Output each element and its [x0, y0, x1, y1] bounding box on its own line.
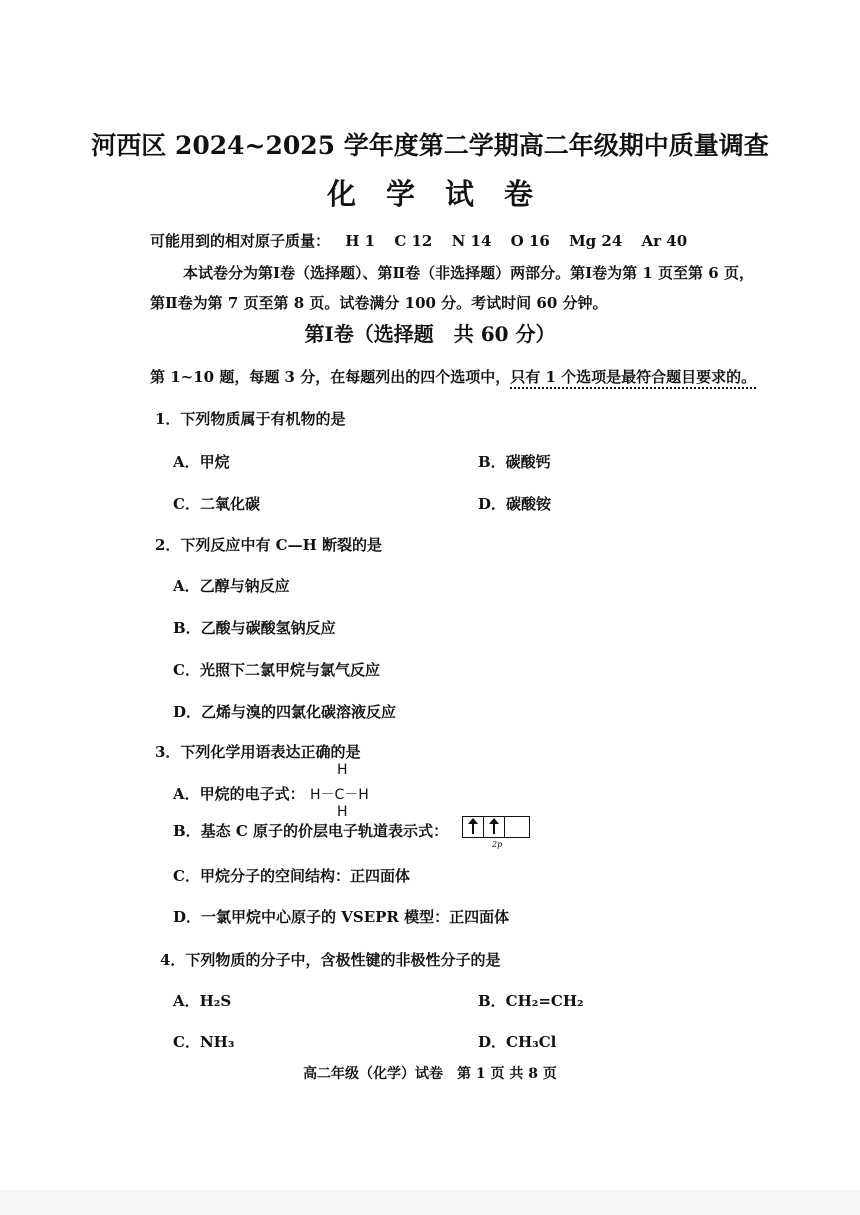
question-3-option-d: D．一氯甲烷中心原子的 VSEPR 模型：正四面体 — [173, 908, 510, 926]
methane-formula-top: H — [337, 762, 348, 778]
orbital-box — [505, 817, 529, 837]
atomic-mass: N 14 — [451, 232, 492, 250]
atomic-mass: H 1 — [345, 232, 376, 250]
section-instruction — [150, 366, 756, 387]
question-1-option-b: B．碳酸钙 — [478, 453, 551, 471]
question-1-option-c: C．二氧化碳 — [173, 495, 260, 513]
question-1-stem: 1．下列物质属于有机物的是 — [155, 410, 346, 428]
atomic-mass: Mg 24 — [569, 232, 623, 250]
instruction-emphasis: 只有 1 个选项是最符合题目要求的。 — [510, 368, 756, 389]
page-bottom-edge — [0, 1190, 860, 1215]
question-3-option-b-label: B．基态 C 原子的价层电子轨道表示式： — [173, 822, 449, 840]
subject-title: 化学试卷 — [326, 177, 563, 211]
instruction-prefix: 第 1~10 题，每题 3 分，在每题列出的四个选项中， — [150, 368, 511, 386]
orbital-box — [484, 817, 505, 837]
methane-formula-bottom: H — [337, 804, 348, 820]
question-2-stem: 2．下列反应中有 C—H 断裂的是 — [155, 536, 382, 554]
atomic-mass: C 12 — [394, 232, 433, 250]
question-2-option-d: D．乙烯与溴的四氯化碳溶液反应 — [173, 703, 397, 721]
exam-title: 河西区 2024~2025 学年度第二学期高二年级期中质量调查 — [91, 131, 769, 160]
intro-line-2: 第Ⅱ卷为第 7 页至第 8 页。试卷满分 100 分。考试时间 60 分钟。 — [150, 294, 608, 312]
question-1-option-d: D．碳酸铵 — [478, 495, 552, 513]
page-footer: 高二年级（化学）试卷 第 1 页 共 8 页 — [303, 1066, 557, 1082]
atomic-masses-label: 可能用到的相对原子质量： — [150, 232, 331, 250]
up-arrow-icon — [493, 819, 495, 834]
question-4-stem: 4．下列物质的分子中，含极性键的非极性分子的是 — [160, 951, 501, 969]
question-4-option-c: C．NH₃ — [173, 1033, 235, 1051]
question-3-option-a-label: A．甲烷的电子式： — [173, 785, 305, 803]
question-3-stem: 3．下列化学用语表达正确的是 — [155, 743, 361, 761]
question-2-option-a: A．乙醇与钠反应 — [173, 577, 290, 595]
question-3-option-c: C．甲烷分子的空间结构：正四面体 — [173, 867, 410, 885]
orbital-label: 2p — [492, 840, 503, 849]
question-4-option-a: A．H₂S — [173, 992, 232, 1010]
up-arrow-icon — [472, 819, 474, 834]
orbital-box — [463, 817, 484, 837]
question-2-option-b: B．乙酸与碳酸氢钠反应 — [173, 619, 336, 637]
atomic-mass: O 16 — [510, 232, 550, 250]
atomic-mass: Ar 40 — [641, 232, 688, 250]
question-2-option-c: C．光照下二氯甲烷与氯气反应 — [173, 661, 380, 679]
orbital-diagram — [462, 816, 530, 838]
atomic-masses-line — [150, 230, 687, 251]
question-1-option-a: A．甲烷 — [173, 453, 230, 471]
question-4-option-d: D．CH₃Cl — [478, 1033, 557, 1051]
intro-line-1: 本试卷分为第Ⅰ卷（选择题）、第Ⅱ卷（非选择题）两部分。第Ⅰ卷为第 1 页至第 6 页， — [183, 264, 754, 282]
section-title: 第Ⅰ卷（选择题 共 60 分） — [304, 322, 556, 346]
question-4-option-b: B．CH₂=CH₂ — [478, 992, 584, 1010]
methane-formula-middle: H－C－H — [310, 787, 369, 803]
